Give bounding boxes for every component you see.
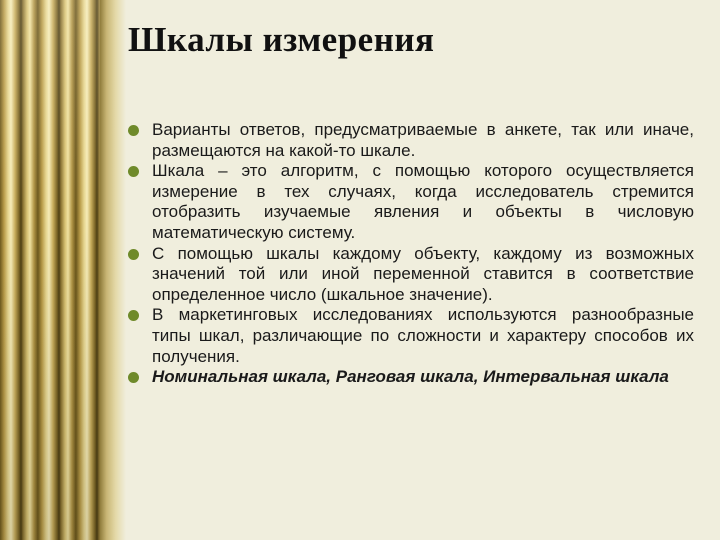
decorative-gold-border (0, 0, 100, 540)
bullet-dot-icon (128, 125, 139, 136)
bullet-text: Варианты ответов, предусматриваемые в анкете, так или иначе, размещаются на какой-то шкале. (152, 120, 694, 160)
bullet-item (128, 120, 694, 161)
bullet-item (128, 244, 694, 306)
bullet-text: В маркетинговых исследованиях используются разнообразные типы шкал, различающие по сложности и характеру способов их получения. (152, 305, 694, 366)
bullet-dot-icon (128, 249, 139, 260)
bullet-dot-icon (128, 372, 139, 383)
bullet-dot-icon (128, 166, 139, 177)
bullet-dot-icon (128, 310, 139, 321)
slide-content (128, 120, 694, 388)
bullet-item-scale-types (128, 367, 694, 388)
bullet-text: Номинальная шкала, Ранговая шкала, Интервальная шкала (152, 367, 669, 387)
bullet-text: С помощью шкалы каждому объекту, каждому из возможных значений той или иной переменной ставится в соответствие определенное число (шкальное значение). (152, 243, 694, 304)
bullet-list (128, 120, 694, 388)
bullet-text: Шкала – это алгоритм, с помощью которого осуществляется измерение в тех случаях, когда исследователь стремится отобразить изучаемые явления и объекты в числовую математическую систему. (152, 161, 694, 242)
bullet-item (128, 305, 694, 367)
slide-title: Шкалы измерения (128, 20, 435, 59)
border-shadow (100, 0, 126, 540)
bullet-item (128, 161, 694, 243)
